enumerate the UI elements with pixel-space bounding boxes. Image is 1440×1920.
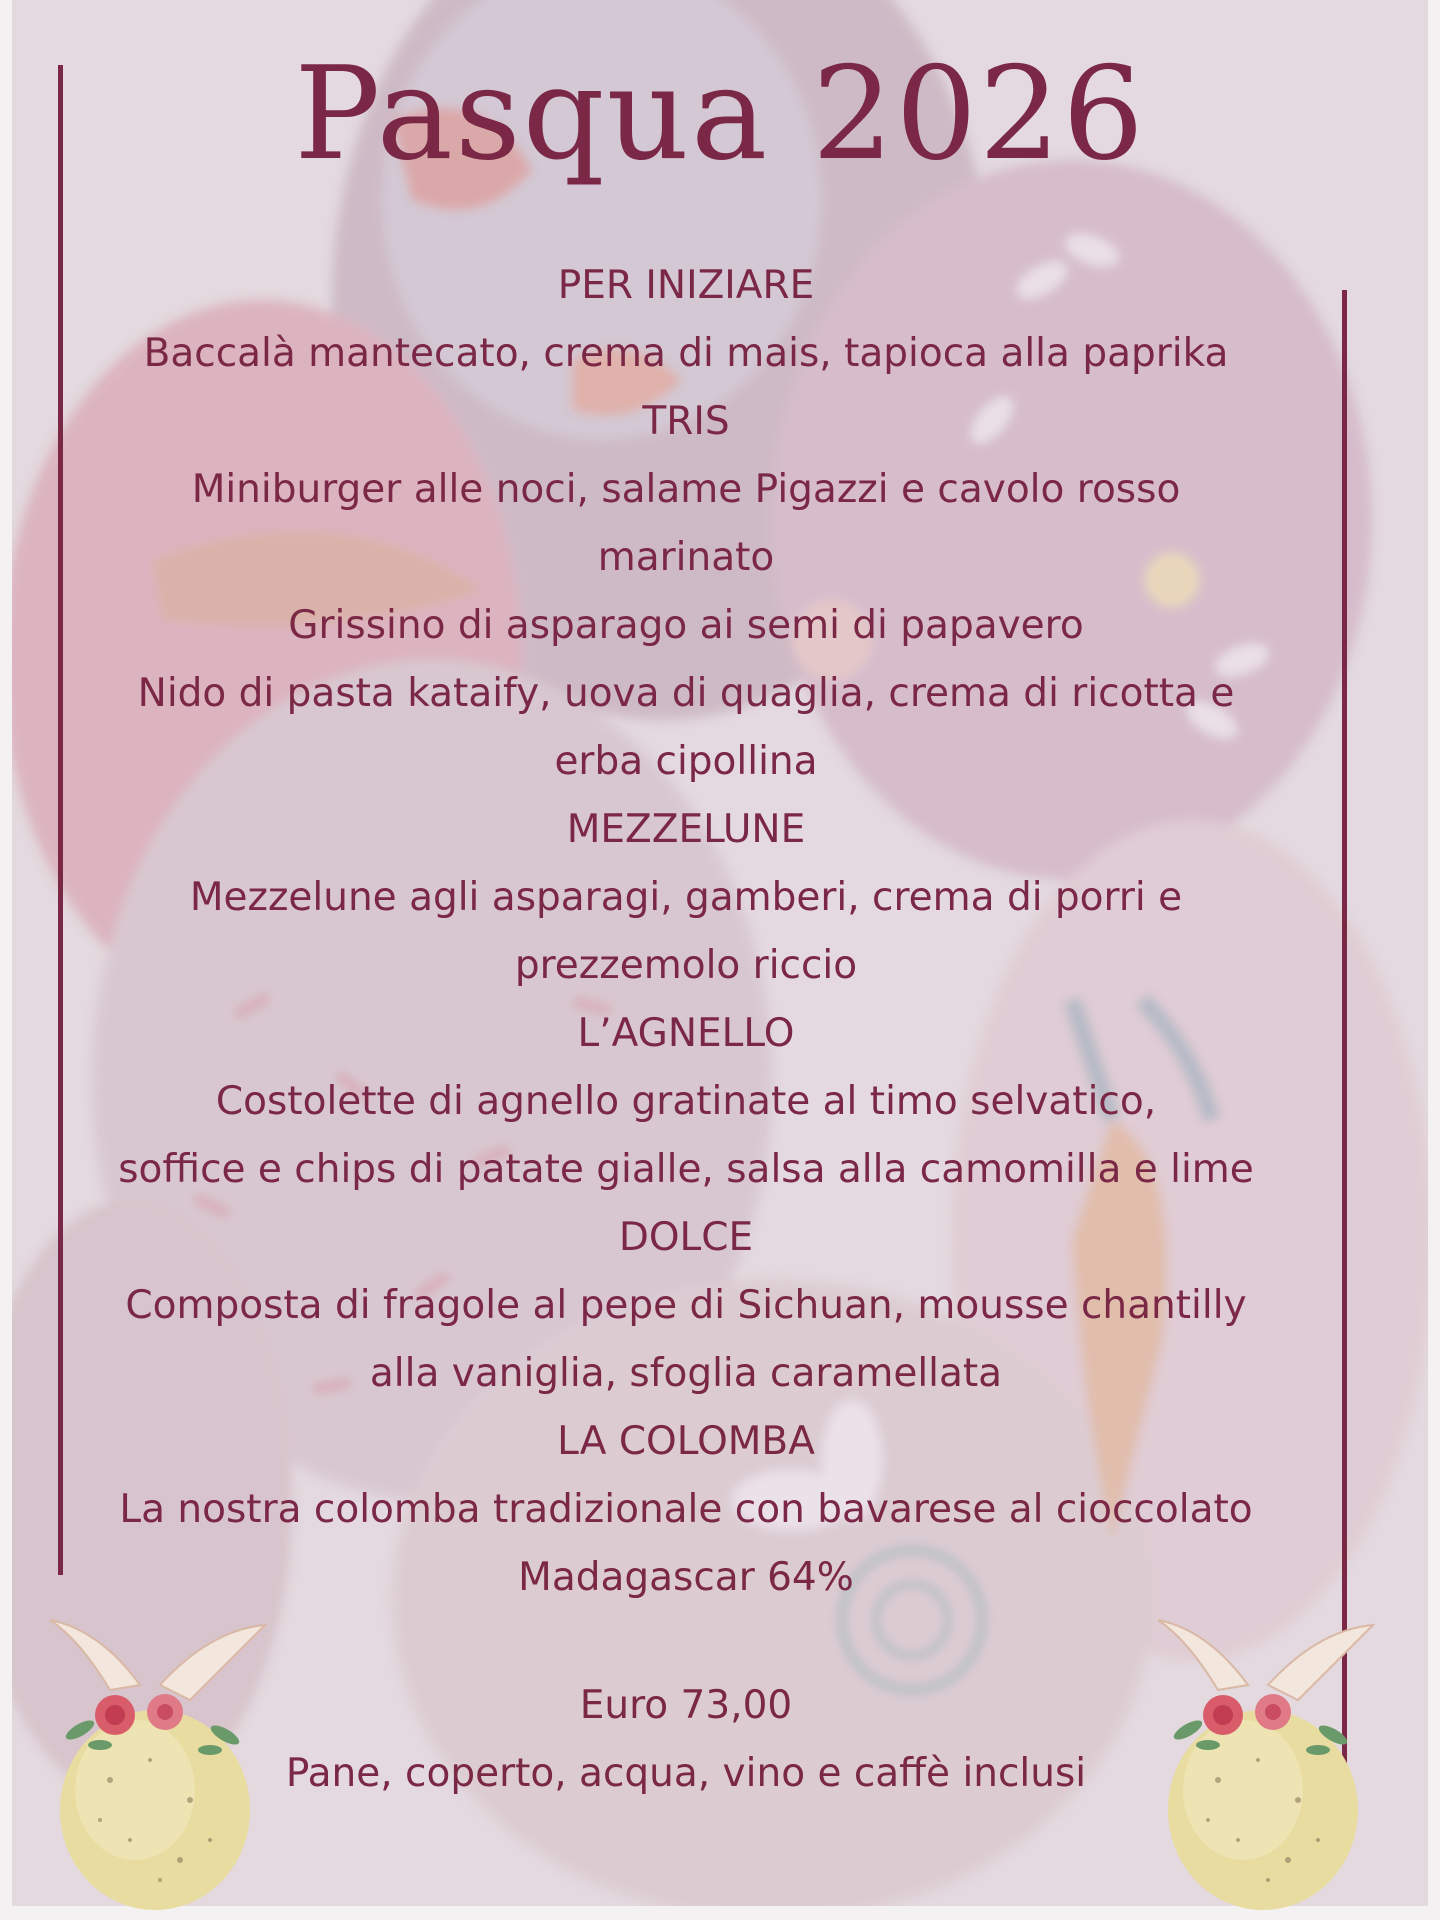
menu-item-text: erba cipollina: [554, 739, 818, 784]
menu-item-text: Baccalà mantecato, crema di mais, tapioca alla paprika: [143, 331, 1229, 376]
bunny-egg-illustration: [40, 1610, 270, 1910]
menu-item-text: soffice e chips di patate gialle, salsa alla camomilla e lime: [118, 1147, 1254, 1192]
decorative-line-left: [58, 65, 63, 1575]
menu-item-text: Miniburger alle noci, salame Pigazzi e cavolo rosso: [191, 467, 1181, 512]
menu-item-text: Composta di fragole al pepe di Sichuan, mousse chantilly: [125, 1283, 1247, 1328]
menu-item-text: Nido di pasta kataify, uova di quaglia, crema di ricotta e: [137, 671, 1235, 716]
page-title: Pasqua 2026: [294, 40, 1146, 189]
menu-item-text: marinato: [597, 535, 775, 580]
frame-edge-right: [1428, 0, 1440, 1920]
menu-item-text: alla vaniglia, sfoglia caramellata: [369, 1351, 1003, 1396]
menu-section-heading: L’AGNELLO: [577, 1011, 795, 1056]
menu-item-text: Madagascar 64%: [518, 1555, 854, 1600]
menu-item-text: Costolette di agnello gratinate al timo selvatico,: [215, 1079, 1157, 1124]
menu-section-heading: LA COLOMBA: [557, 1419, 815, 1464]
menu-section-heading: PER INIZIARE: [557, 263, 815, 308]
menu-item-text: prezzemolo riccio: [514, 943, 858, 988]
decorative-line-right: [1342, 290, 1347, 1800]
menu-item-text: Grissino di asparago ai semi di papavero: [288, 603, 1084, 648]
menu-section-heading: MEZZELUNE: [566, 807, 806, 852]
menu-item-text: La nostra colomba tradizionale con bavarese al cioccolato: [119, 1487, 1253, 1532]
menu-section-heading: DOLCE: [618, 1215, 754, 1260]
menu-list: [66, 252, 1306, 1612]
menu-item-text: Mezzelune agli asparagi, gamberi, crema di porri e: [189, 875, 1183, 920]
menu-section-heading: TRIS: [642, 399, 730, 444]
frame-edge-left: [0, 0, 12, 1920]
includes-note: Pane, coperto, acqua, vino e caffè inclusi: [285, 1751, 1087, 1796]
bunny-egg-illustration: [1148, 1610, 1378, 1910]
price: Euro 73,00: [579, 1683, 793, 1728]
